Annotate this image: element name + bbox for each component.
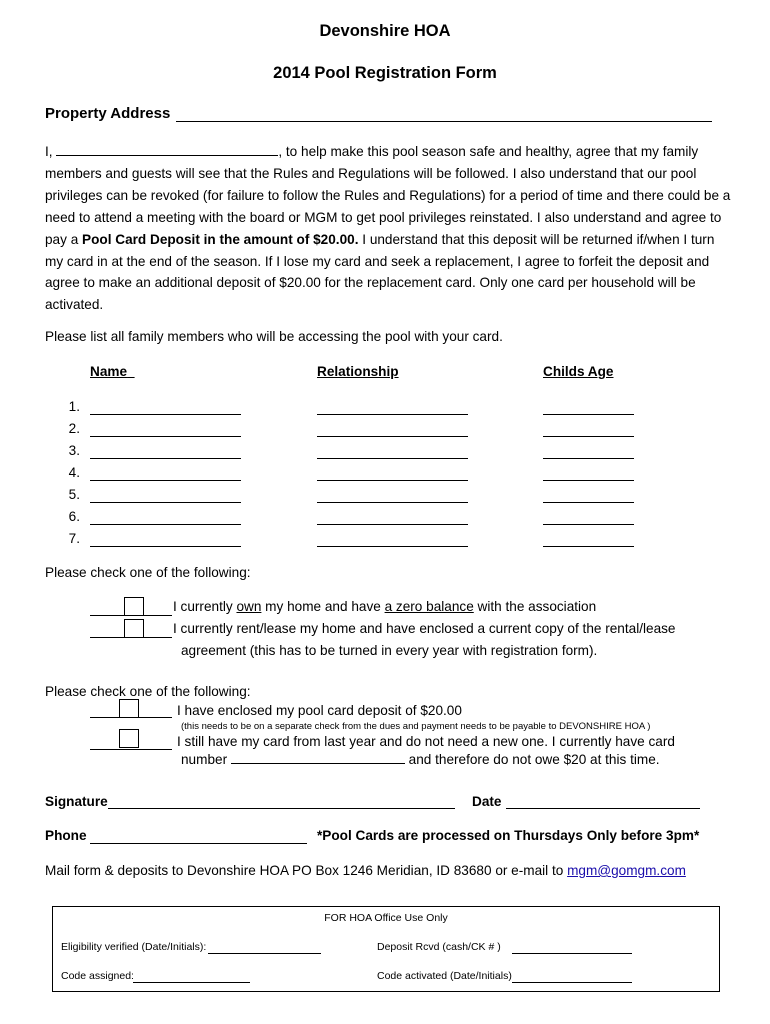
org-title: Devonshire HOA: [319, 22, 451, 40]
deposit-rcvd-label: Deposit Rcvd (cash/CK # ): [377, 941, 501, 953]
card-number-field[interactable]: [231, 763, 405, 764]
member-name-field[interactable]: [90, 414, 241, 415]
member-relationship-field[interactable]: [317, 480, 468, 481]
code-assigned-field[interactable]: [133, 982, 250, 983]
eligibility-field[interactable]: [208, 953, 321, 954]
agreement-text-1: , to help make this pool season safe and healthy, agree that my family members and guests will see that the Rules and Regulations will be followed. I also understand that our pool privileges can be revoked (for failure to follow the Rules and Regulations) for a period of time and there could be a need to attend a meeting with the board or MGM to get pool privileges reinstated. I also understand and agree to pay a: [45, 144, 731, 247]
office-use-title: FOR HOA Office Use Only: [324, 912, 448, 924]
row-number: 6.: [68, 509, 80, 524]
row-number: 1.: [68, 399, 80, 414]
row-number: 2.: [68, 421, 80, 436]
phone-field[interactable]: [90, 843, 307, 844]
member-age-field[interactable]: [543, 502, 634, 503]
row-number: 7.: [68, 531, 80, 546]
own-checkbox[interactable]: [124, 597, 144, 616]
have-card-label-2: number and therefore do not owe $20 at this time.: [181, 752, 660, 767]
date-field[interactable]: [506, 808, 700, 809]
member-relationship-field[interactable]: [317, 458, 468, 459]
eligibility-label: Eligibility verified (Date/Initials):: [61, 941, 207, 953]
deposit-option-label: I have enclosed my pool card deposit of $20.00: [177, 703, 462, 718]
have-card-checkbox[interactable]: [119, 729, 139, 748]
code-assigned-label: Code assigned:: [61, 970, 134, 982]
processing-notice: *Pool Cards are processed on Thursdays Only before 3pm*: [317, 828, 700, 843]
rent-option-label-1: I currently rent/lease my home and have enclosed a current copy of the rental/lease: [173, 621, 676, 636]
email-link[interactable]: mgm@gomgm.com: [567, 863, 686, 878]
property-address-label: Property Address: [45, 105, 171, 122]
deposit-prompt: Please check one of the following:: [45, 684, 251, 699]
member-age-field[interactable]: [543, 414, 634, 415]
row-number: 3.: [68, 443, 80, 458]
member-age-field[interactable]: [543, 546, 634, 547]
member-age-field[interactable]: [543, 436, 634, 437]
member-name-field[interactable]: [90, 524, 241, 525]
member-age-field[interactable]: [543, 480, 634, 481]
row-number: 4.: [68, 465, 80, 480]
member-name-field[interactable]: [90, 436, 241, 437]
deposit-checkbox[interactable]: [119, 699, 139, 718]
deposit-amount-bold: Pool Card Deposit in the amount of $20.00.: [82, 231, 359, 247]
member-relationship-field[interactable]: [317, 524, 468, 525]
col-age-header: Childs Age: [543, 364, 614, 379]
member-name-field[interactable]: [90, 546, 241, 547]
code-activated-field[interactable]: [512, 982, 632, 983]
form-title: 2014 Pool Registration Form: [273, 64, 497, 82]
member-relationship-field[interactable]: [317, 436, 468, 437]
family-intro: Please list all family members who will be accessing the pool with your card.: [45, 329, 503, 344]
have-card-label-1: I still have my card from last year and do not need a new one. I currently have card: [177, 734, 675, 749]
member-relationship-field[interactable]: [317, 414, 468, 415]
member-relationship-field[interactable]: [317, 546, 468, 547]
agreement-text-2: I understand that this deposit will be returned if/when I turn my card in at the end of the season. If I lose my card and seek a replacement, I agree to forfeit the deposit and agree to make an additional deposit of $20.00 for the replacement card. Only one card per household will be activated.: [45, 231, 715, 313]
member-name-field[interactable]: [90, 502, 241, 503]
deposit-note: (this needs to be on a separate check from the dues and payment needs to be payable to DEVONSHIRE HOA ): [181, 721, 651, 732]
property-address-field[interactable]: [176, 121, 712, 122]
col-relationship-header: Relationship: [317, 364, 399, 379]
mail-instructions: Mail form & deposits to Devonshire HOA PO Box 1246 Meridian, ID 83680 or e-mail to mgm@gomgm.com: [45, 863, 686, 878]
agreement-i: I,: [45, 144, 53, 159]
deposit-rcvd-field[interactable]: [512, 953, 632, 954]
have-card-check-line: [90, 749, 172, 750]
code-activated-label: Code activated (Date/Initials): [377, 970, 512, 982]
row-number: 5.: [68, 487, 80, 502]
ownership-prompt: Please check one of the following:: [45, 565, 251, 580]
signature-label: Signature: [45, 794, 108, 809]
member-age-field[interactable]: [543, 524, 634, 525]
member-name-field[interactable]: [90, 458, 241, 459]
date-label: Date: [472, 794, 502, 809]
col-name-header: Name: [90, 364, 128, 379]
own-option-label: I currently own my home and have a zero balance with the association: [173, 599, 597, 614]
member-age-field[interactable]: [543, 458, 634, 459]
rent-option-label-2: agreement (this has to be turned in every year with registration form).: [181, 643, 598, 658]
signature-field[interactable]: [108, 808, 455, 809]
member-relationship-field[interactable]: [317, 502, 468, 503]
agreement-paragraph: [45, 141, 735, 316]
phone-label: Phone: [45, 828, 87, 843]
member-name-field[interactable]: [90, 480, 241, 481]
member-name-field[interactable]: [56, 155, 278, 156]
rent-checkbox[interactable]: [124, 619, 144, 638]
